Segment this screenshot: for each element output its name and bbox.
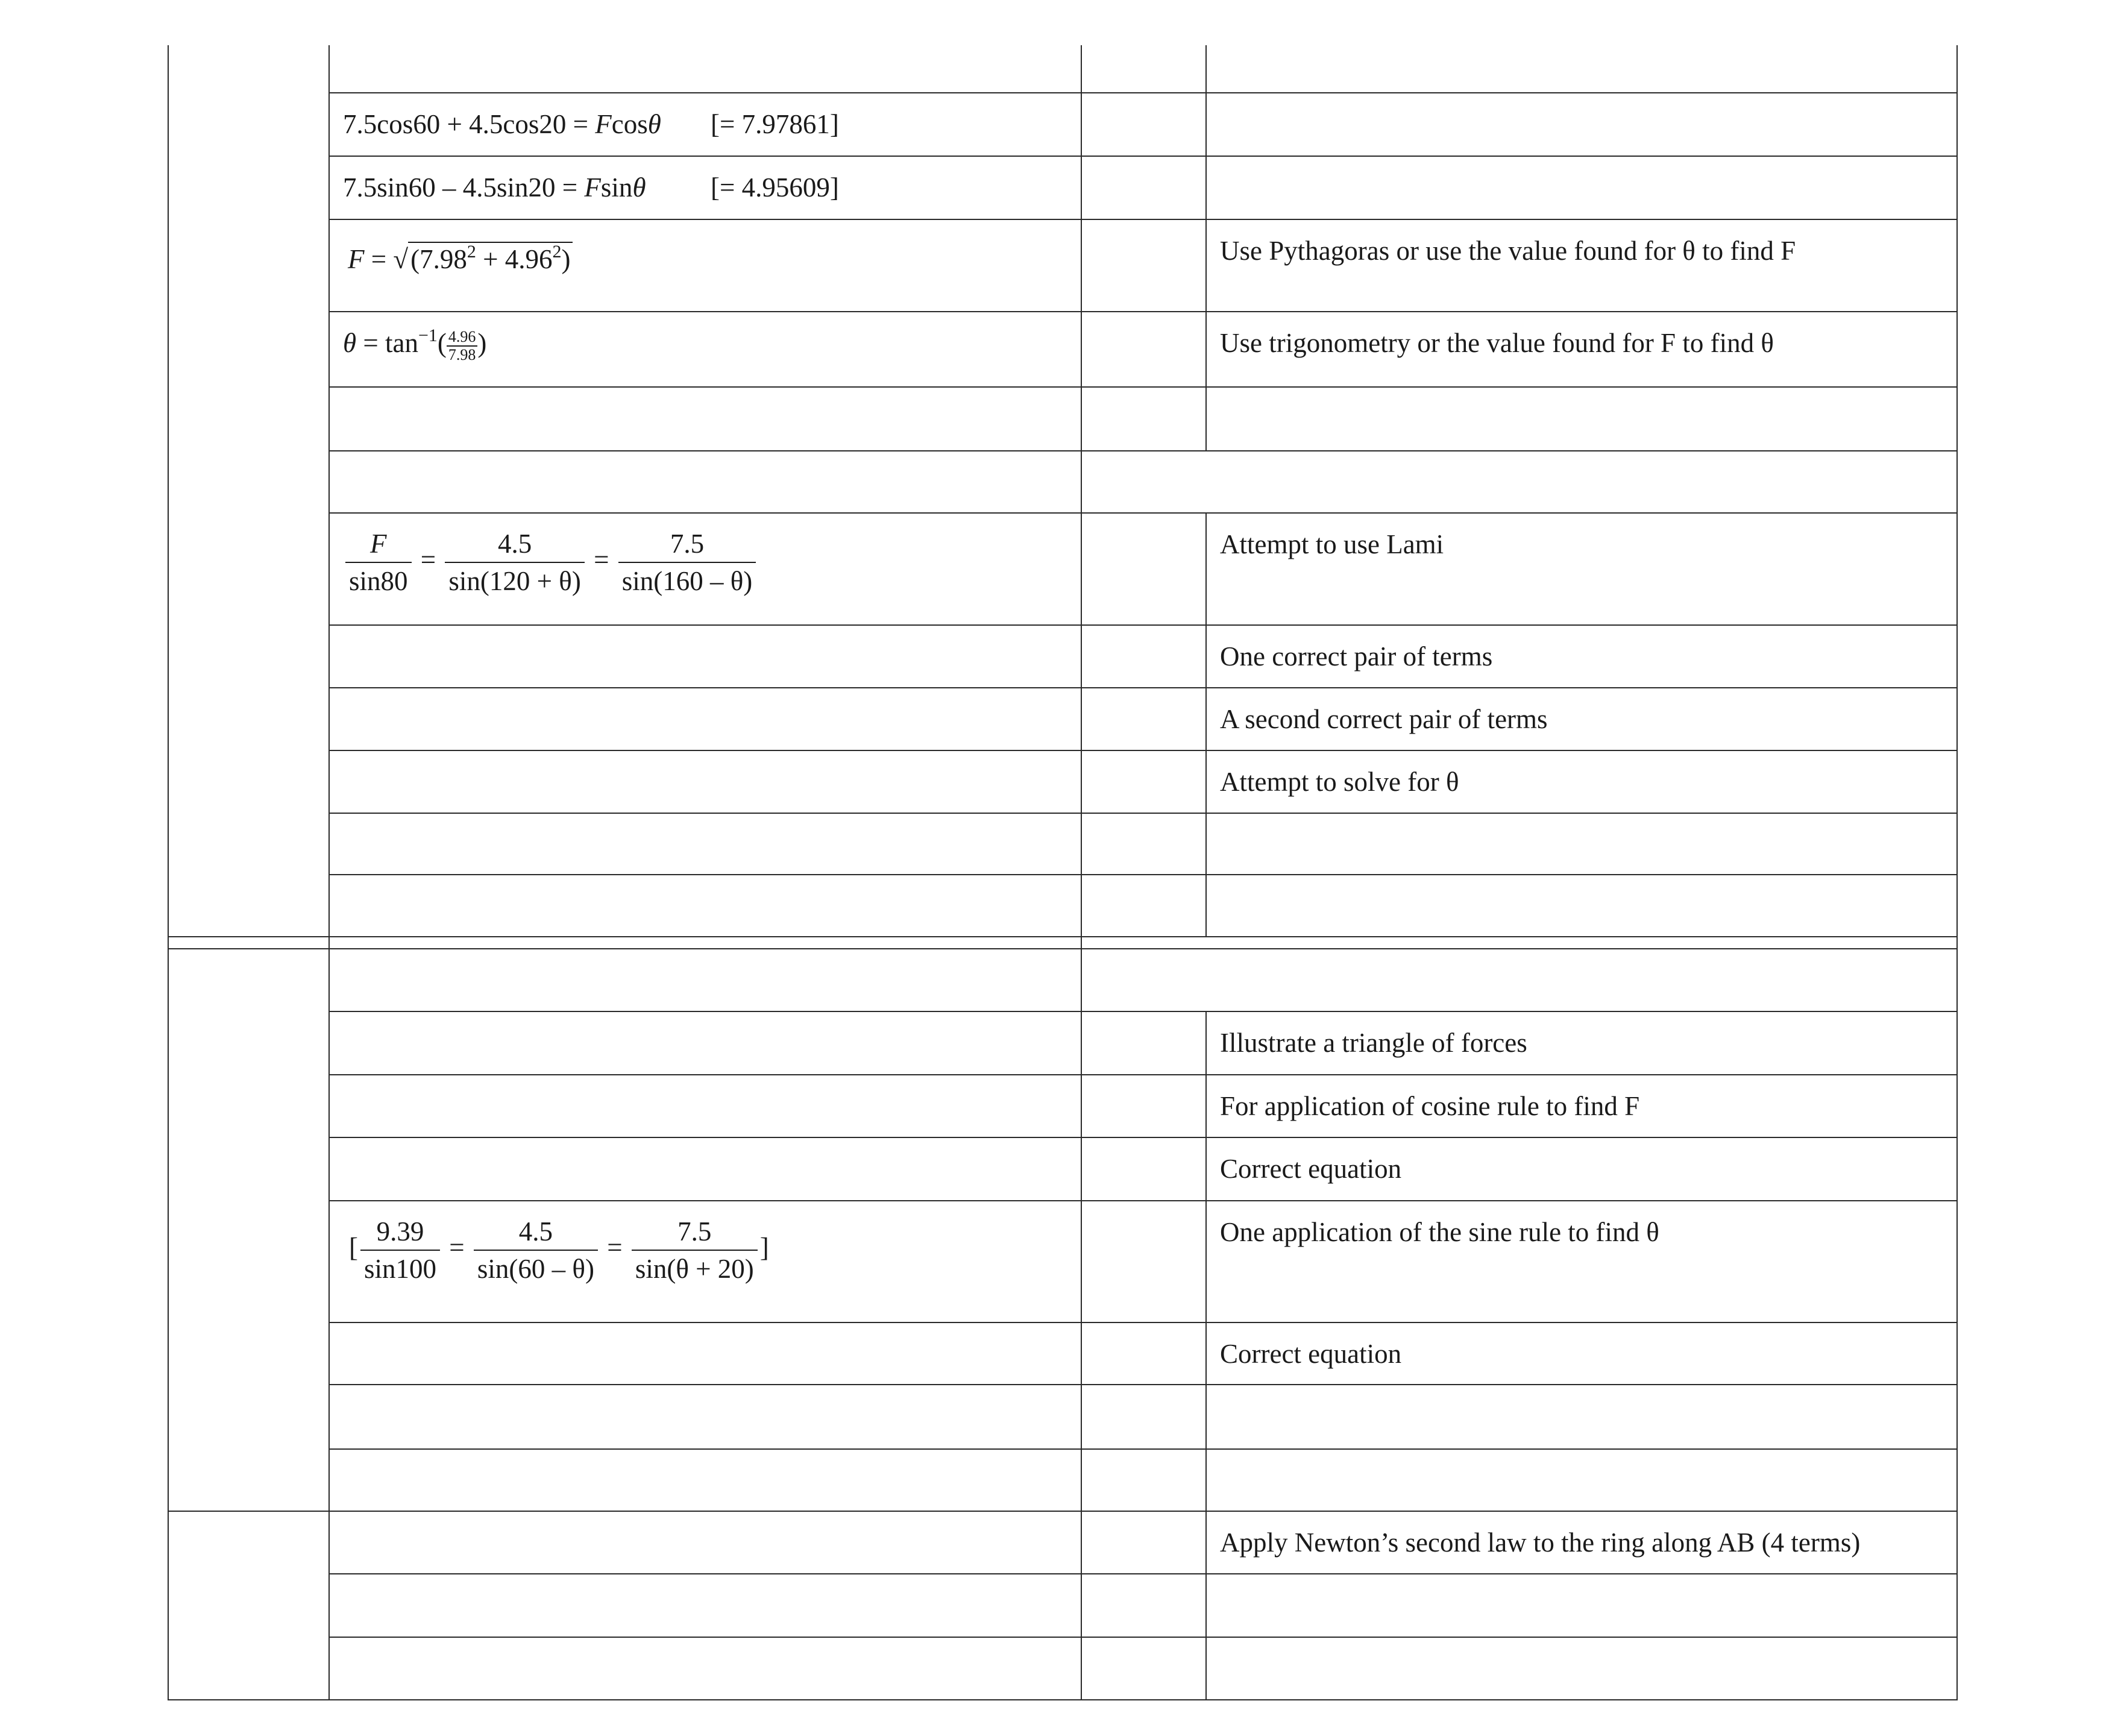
sine-term-1 — [360, 1213, 440, 1287]
var-F: F — [595, 109, 612, 139]
row-border — [328, 1511, 1956, 1512]
block-separator-top — [168, 936, 1956, 937]
row-border — [328, 1448, 1956, 1450]
lami-term-1 — [345, 526, 412, 599]
row-border — [328, 1137, 1956, 1138]
col-line-mark-guidance — [1205, 750, 1207, 813]
row-border-question — [168, 1511, 328, 1512]
col-line-mark-guidance — [1205, 1011, 1207, 1074]
term-2-den: sin(120 + θ) — [448, 566, 581, 596]
term-2-den: sin(60 – θ) — [477, 1254, 594, 1284]
col-line-mark-guidance — [1205, 1137, 1207, 1200]
term-3 — [618, 526, 756, 599]
guidance-text: Apply Newton’s second law to the ring along AB (4 terms) — [1220, 1527, 1861, 1558]
col-line-mark-guidance — [1205, 1573, 1207, 1637]
term-3-num: 7.5 — [618, 526, 756, 563]
answer-lami: $\frac{F}{\sin 80}$ = $\frac{4.5}{\sin(120 + \theta)}$ = $\frac{7.5}{\sin(160 - \theta)}$ — [343, 526, 758, 599]
row-border — [328, 874, 1956, 875]
row-border — [328, 156, 1956, 157]
guidance-text: Use Pythagoras or use the value found for θ to find F — [1220, 236, 1796, 266]
answer-tan: $\theta = \tan^{-1}$( $\frac{4.96}{7.98}$ ) — [343, 326, 487, 363]
eq-func: cos — [611, 109, 648, 139]
tan-fraction — [447, 329, 478, 363]
row-border — [328, 1637, 1956, 1638]
col-line-mark-guidance — [1205, 1637, 1207, 1699]
eq-lhs: 7.5cos60 + 4.5cos20 = — [343, 109, 596, 139]
sine-term-1-den: sin100 — [364, 1254, 437, 1284]
col-line-mark-guidance — [1205, 156, 1207, 219]
col-line-mark-guidance — [1205, 1074, 1207, 1137]
term-2-num: 4.5 — [474, 1213, 598, 1251]
col-line-mark-guidance — [1205, 92, 1207, 156]
term-3 — [632, 1213, 758, 1287]
col-line-mark-guidance — [1205, 624, 1207, 687]
var-F: F — [584, 172, 601, 203]
term-3-den: sin(160 – θ) — [621, 566, 753, 596]
row-border — [328, 813, 1956, 814]
col-line-mark-guidance — [1205, 512, 1207, 624]
eq-lhs: 7.5sin60 – 4.5sin20 = — [343, 172, 585, 203]
table-bottom-line — [168, 1699, 1958, 1700]
col-line-mark-guidance — [1205, 311, 1207, 386]
col-line-mark-guidance — [1205, 1448, 1207, 1511]
col-line-mark-guidance — [1205, 45, 1207, 92]
var-theta: θ — [343, 328, 357, 358]
answer-equation — [343, 171, 646, 204]
guidance-text: Correct equation — [1220, 1339, 1402, 1369]
term-2 — [474, 1213, 598, 1287]
col-line-mark-guidance — [1205, 687, 1207, 750]
col-line-mark-guidance — [1205, 1511, 1207, 1573]
lami-num-1: F — [345, 526, 412, 563]
col-line-mark-guidance — [1205, 874, 1207, 936]
var-theta: θ — [647, 109, 661, 139]
term-3-den: sin(θ + 20) — [635, 1254, 754, 1284]
row-border — [328, 687, 1956, 688]
row-border — [328, 1573, 1956, 1574]
col-line-mark-guidance — [1205, 386, 1207, 450]
row-border — [328, 92, 1956, 93]
guidance-text: A second correct pair of terms — [1220, 704, 1548, 734]
guidance-text: One correct pair of terms — [1220, 641, 1493, 671]
row-border — [328, 450, 1956, 451]
col-line-mark-guidance — [1205, 1200, 1207, 1322]
col-line-answer — [328, 45, 330, 1699]
eq-func: sin — [600, 172, 633, 203]
col-line-mark-guidance — [1205, 813, 1207, 874]
row-border — [328, 750, 1956, 751]
guidance-text: Attempt to use Lami — [1220, 529, 1444, 559]
col-line-question — [168, 45, 169, 1699]
row-border — [328, 1322, 1956, 1323]
col-line-marks — [1081, 45, 1082, 1699]
lami-den-1: sin80 — [349, 566, 408, 596]
radicand: $(7.98^2 + 4.96^2)$ — [408, 242, 573, 275]
sine-term-1-num: 9.39 — [360, 1213, 440, 1251]
guidance-text: For application of cosine rule to find F — [1220, 1091, 1640, 1121]
block-separator-bottom — [168, 948, 1956, 949]
row-border — [328, 1074, 1956, 1075]
guidance-text: Use trigonometry or the value found for F to find θ — [1220, 328, 1774, 358]
col-line-mark-guidance — [1205, 1322, 1207, 1384]
term-2-num: 4.5 — [445, 526, 584, 563]
row-border — [328, 1011, 1956, 1012]
row-border — [328, 311, 1956, 312]
row-border — [328, 624, 1956, 626]
row-border — [328, 512, 1956, 514]
tan-num: 4.96 — [447, 329, 478, 347]
guidance-text: One application of the sine rule to find θ — [1220, 1217, 1659, 1247]
col-line-mark-guidance — [1205, 1384, 1207, 1448]
row-border — [328, 219, 1956, 220]
term-3-num: 7.5 — [632, 1213, 758, 1251]
answer-sine-rule: [ $\frac{9.39}{\sin 100}$ = $\frac{4.5}{\sin(60 - \theta)}$ = $\frac{7.5}{\sin(\theta + 20)}$ ] — [349, 1213, 769, 1287]
row-border — [328, 1384, 1956, 1385]
sqrt-term-b: 4.96 — [504, 244, 553, 274]
guidance-text: Illustrate a triangle of forces — [1220, 1028, 1527, 1058]
col-line-guidance — [1956, 45, 1958, 1699]
row-border — [328, 386, 1956, 388]
term-2 — [445, 526, 584, 599]
sqrt-term-a: 7.98 — [420, 244, 467, 274]
answer-sqrt: $F = √(7.98^2 + 4.96^2)$ — [348, 242, 573, 275]
guidance-text: Correct equation — [1220, 1154, 1402, 1184]
eq-bracket-value: [= 7.97861] — [711, 109, 839, 139]
col-line-mark-guidance — [1205, 219, 1207, 311]
answer-equation — [343, 108, 661, 140]
eq-bracket-value: [= 4.95609] — [711, 172, 839, 203]
row-border — [328, 1200, 1956, 1201]
var-theta: θ — [632, 172, 646, 203]
guidance-text: Attempt to solve for θ — [1220, 767, 1459, 797]
var-F: F — [348, 244, 365, 274]
tan-den: 7.98 — [448, 345, 476, 363]
